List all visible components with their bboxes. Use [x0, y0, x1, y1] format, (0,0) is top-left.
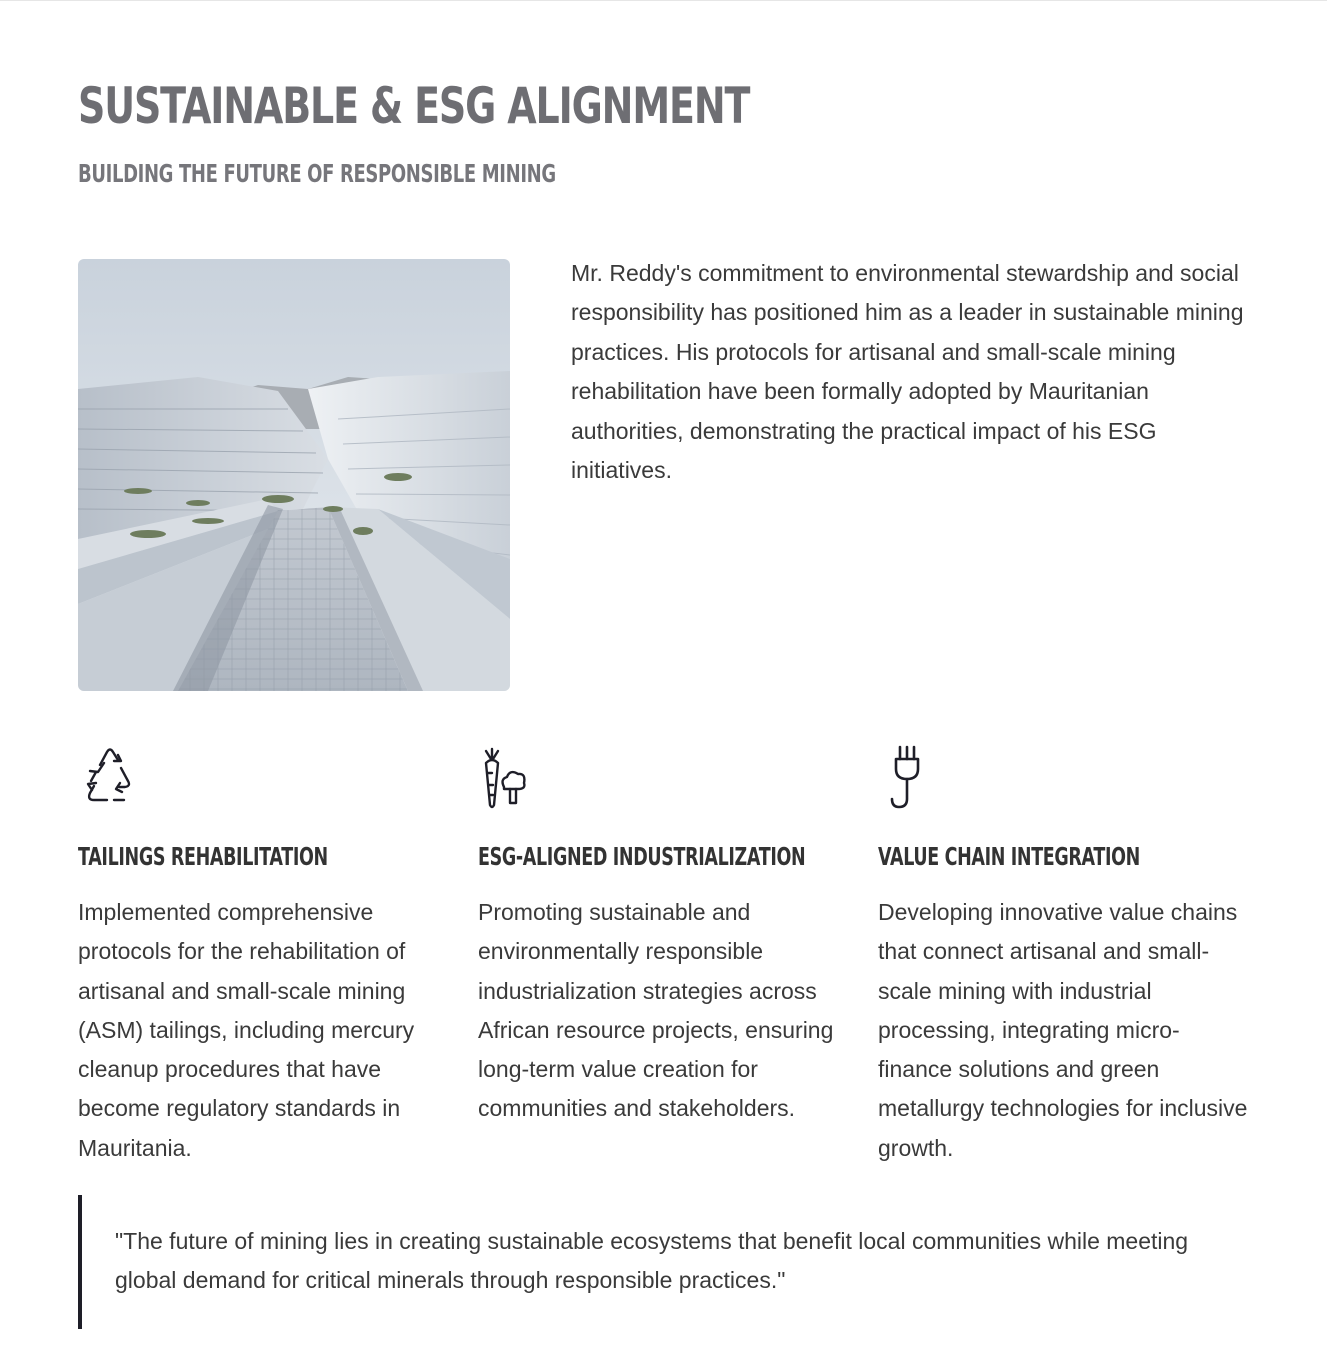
recycle-icon [74, 741, 146, 813]
page-subtitle: BUILDING THE FUTURE OF RESPONSIBLE MINING [78, 159, 556, 188]
feature-title: ESG-ALIGNED INDUSTRIALIZATION [478, 842, 806, 871]
intro-paragraph: Mr. Reddy's commitment to environmental stewardship and social responsibility has positioned him as a leader in sustainable mining practices. His protocols for artisanal and small-scale mining rehabilitation have been formally adopted by Mauritanian authorities, demonstrating the practical impact of his ESG initiatives. [571, 260, 1244, 484]
feature-title: TAILINGS REHABILITATION [78, 842, 328, 871]
feature-description: Developing innovative value chains that connect artisanal and small-scale mining with industrial processing, integrating micro-finance solutions and green metallurgy technologies for inclusive growth. [878, 899, 1248, 1161]
feature-description: Promoting sustainable and environmentally responsible industrialization strategies across African resource projects, ensuring long-term value creation for communities and stakeholders. [478, 899, 834, 1122]
mining-terraces-image [78, 259, 510, 691]
feature-description: Implemented comprehensive protocols for the rehabilitation of artisanal and small-scale mining (ASM) tailings, including mercury cleanup procedures that have become regulatory standards in Mauritania. [78, 899, 415, 1161]
quote-text: "The future of mining lies in creating sustainable ecosystems that benefit local communities while meeting global demand for critical minerals through responsible practices." [115, 1228, 1189, 1294]
mining-terraces-illustration [78, 259, 510, 691]
feature-title: VALUE CHAIN INTEGRATION [878, 842, 1140, 871]
plug-icon [874, 741, 946, 813]
pull-quote [78, 1195, 1248, 1329]
produce-icon [474, 741, 546, 813]
page-title: SUSTAINABLE & ESG ALIGNMENT [78, 77, 750, 135]
